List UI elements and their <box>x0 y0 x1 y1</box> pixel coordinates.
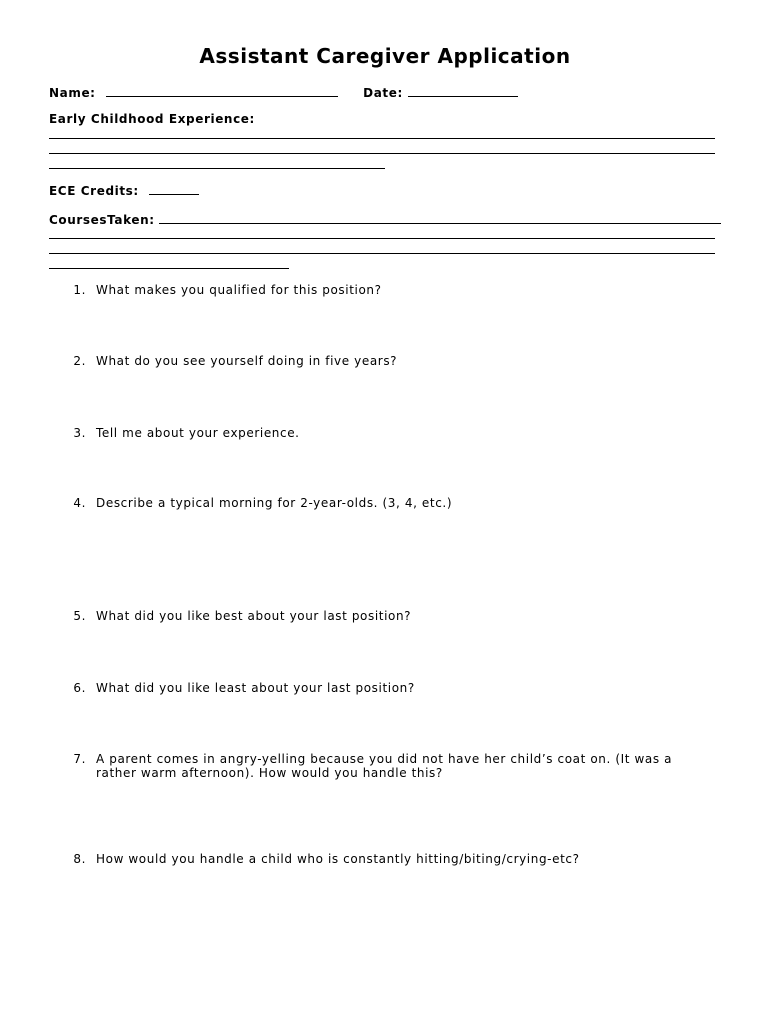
name-field[interactable] <box>106 84 338 97</box>
experience-field-line-2[interactable] <box>49 153 715 154</box>
form-title: Assistant Caregiver Application <box>199 44 571 68</box>
question-text: What did you like best about your last position? <box>96 609 412 623</box>
question-text: What makes you qualified for this position? <box>96 283 382 297</box>
experience-field-line-1[interactable] <box>49 138 715 139</box>
question-number: 5. <box>73 609 86 623</box>
date-label: Date: <box>363 86 403 100</box>
question-number: 6. <box>73 681 86 695</box>
question-4 <box>66 496 716 510</box>
question-number: 7. <box>73 752 86 766</box>
question-7 <box>66 752 716 780</box>
question-text: How would you handle a child who is constantly hitting/biting/crying-etc? <box>96 852 580 866</box>
courses-field-line-2[interactable] <box>49 238 715 239</box>
question-number: 3. <box>73 426 86 440</box>
question-5 <box>66 609 716 623</box>
question-text: What do you see yourself doing in five years? <box>96 354 398 368</box>
name-label: Name: <box>49 86 96 100</box>
experience-field-line-3[interactable] <box>49 168 385 169</box>
question-number: 2. <box>73 354 86 368</box>
question-text: Tell me about your experience. <box>96 426 300 440</box>
question-number: 1. <box>73 283 86 297</box>
question-8 <box>66 852 716 866</box>
courses-taken-row <box>49 211 721 227</box>
question-1 <box>66 283 716 297</box>
question-6 <box>66 681 716 695</box>
date-field[interactable] <box>408 84 518 97</box>
question-text: Describe a typical morning for 2-year-olds. (3, 4, etc.) <box>96 496 453 510</box>
ece-credits-row <box>49 182 199 198</box>
question-2 <box>66 354 716 368</box>
courses-field-line-4[interactable] <box>49 268 289 269</box>
experience-label: Early Childhood Experience: <box>49 112 255 126</box>
courses-taken-label: CoursesTaken: <box>49 213 155 227</box>
question-3 <box>66 426 716 440</box>
question-text: What did you like least about your last position? <box>96 681 415 695</box>
courses-field-line-3[interactable] <box>49 253 715 254</box>
question-number: 4. <box>73 496 86 510</box>
question-text: A parent comes in angry-yelling because you did not have her child’s coat on. (It was a rather warm afternoon). How would you handle this? <box>96 752 673 780</box>
ece-credits-field[interactable] <box>149 182 199 195</box>
question-number: 8. <box>73 852 86 866</box>
name-date-row <box>49 84 518 100</box>
ece-credits-label: ECE Credits: <box>49 184 139 198</box>
courses-taken-field[interactable] <box>159 211 721 224</box>
